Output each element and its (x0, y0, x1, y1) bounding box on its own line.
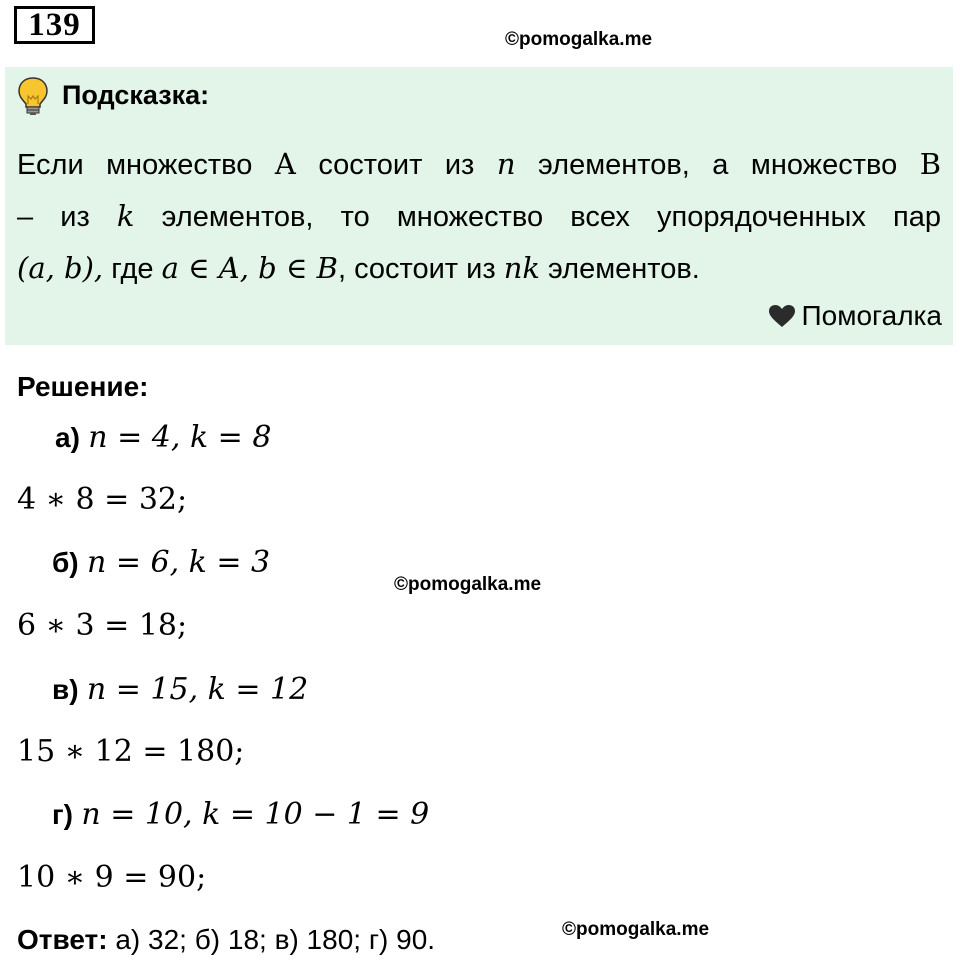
hint-text-line-2: – из k элементов, то множество всех упорядоченных пар (17, 199, 941, 233)
hint-text-line-1: Если множество A состоит из n элементов, а множество B (17, 147, 941, 181)
part-b-given: б) n = 6, k = 3 (52, 545, 271, 580)
lightbulb-icon (16, 76, 50, 116)
heart-icon (768, 304, 796, 328)
part-a-given: а) n = 4, k = 8 (55, 420, 272, 455)
part-a-calc: 4 ∗ 8 = 32; (17, 482, 188, 517)
hint-signature: Помогалка (768, 300, 942, 332)
hint-title: Подсказка: (62, 80, 210, 110)
watermark: ©pomogalka.me (562, 919, 710, 940)
part-b-calc: 6 ∗ 3 = 18; (17, 608, 188, 643)
part-c-given: в) n = 15, k = 12 (52, 672, 309, 707)
part-d-given: г) n = 10, k = 10 − 1 = 9 (52, 797, 430, 832)
part-d-calc: 10 ∗ 9 = 90; (17, 860, 207, 895)
watermark: ©pomogalka.me (394, 574, 542, 595)
watermark: ©pomogalka.me (505, 29, 653, 50)
answer: Ответ: а) 32; б) 18; в) 180; г) 90. (17, 924, 436, 955)
task-number: 139 (14, 6, 95, 44)
hint-text-line-3: (a, b), где a ∈ A, b ∈ B, состоит из nk элементов. (17, 251, 700, 285)
part-c-calc: 15 ∗ 12 = 180; (17, 734, 245, 769)
solution-title: Решение: (17, 371, 149, 402)
